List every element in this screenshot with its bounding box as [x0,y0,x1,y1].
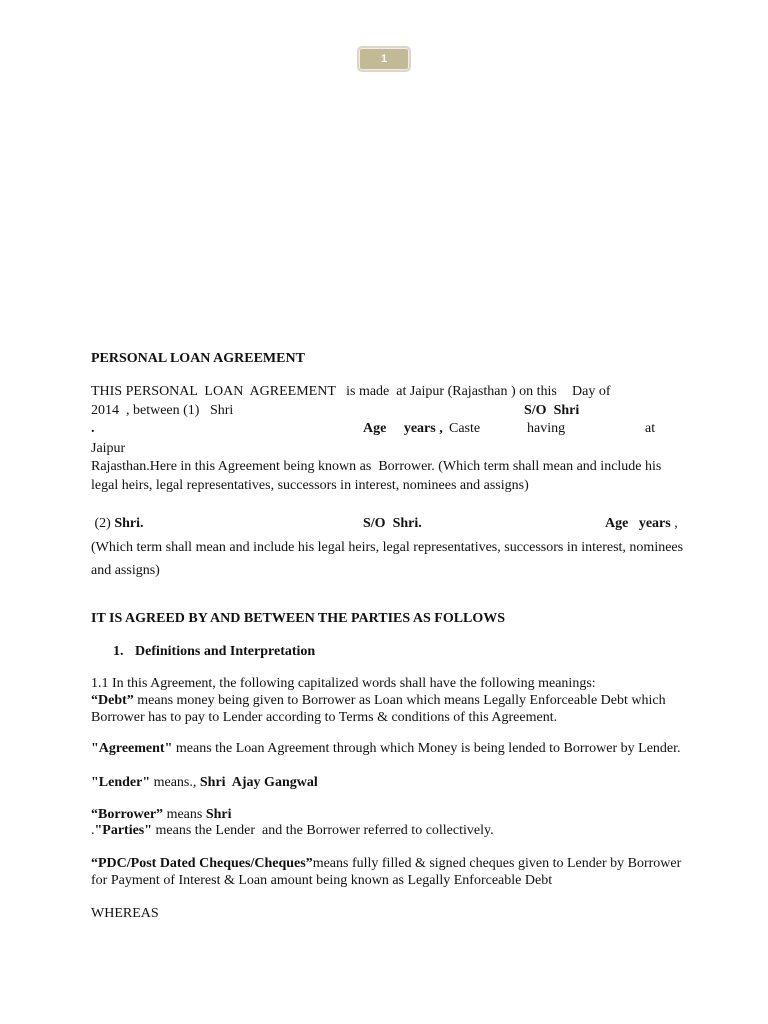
lender-name: Shri Ajay Gangwal [199,775,318,790]
definitions-intro: 1.1 In this Agreement, the following capitalized words shall have the following meanings: [91,676,596,691]
intro-dot: . [91,421,95,436]
party2-comma: , [670,516,678,531]
intro-age-years: Age years , [363,421,443,436]
agreement-text: means the Loan Agreement through which Money is being lended to Borrower by Lender. [172,741,681,756]
intro-line-4: Jaipur [91,441,126,456]
pdc-text: means fully filled & signed cheques given to Lender by Borrower [312,856,682,871]
intro-line-6: legal heirs, legal representatives, successors in interest, nominees and assigns) [91,478,529,493]
intro-so-shri: S/O Shri [524,403,580,418]
parties-prefix: . [91,823,95,838]
page-number-badge: 1 [357,46,411,72]
document-title: PERSONAL LOAN AGREEMENT [91,351,305,366]
intro-having: having [527,421,566,436]
party2-prefix: (2) [91,516,115,531]
intro-caste: Caste [449,421,481,436]
section-1-number: 1. [113,644,124,659]
parties-definition [91,823,494,839]
lender-term: "Lender" [91,775,151,790]
party2-shri: Shri. [114,516,144,531]
agreed-heading: IT IS AGREED BY AND BETWEEN THE PARTIES AS FOLLOWS [91,611,506,626]
borrower-term: “Borrower” [91,807,164,822]
party2-line-2: (Which term shall mean and include his legal heirs, legal representatives, successors in interest, nominees [91,540,684,555]
borrower-definition [91,807,232,823]
debt-text: means money being given to Borrower as Loan which means Legally Enforceable Debt which [133,693,666,708]
intro-line-5: Rajasthan.Here in this Agreement being known as Borrower. (Which term shall mean and include his [91,459,662,474]
agreement-definition [91,741,681,757]
party2-line-3: and assigns) [91,563,160,578]
intro-day-of: Day of [572,384,611,399]
intro-line-1: THIS PERSONAL LOAN AGREEMENT is made at Jaipur (Rajasthan ) on this [91,384,557,399]
section-1-title: Definitions and Interpretation [135,644,316,659]
parties-term: "Parties" [94,823,153,838]
borrower-text: means [163,807,206,822]
intro-line-2: 2014 , between (1) Shri [91,403,234,418]
party2-so-shri: S/O Shri. [363,516,422,531]
party2-age [605,516,678,532]
party2-age-years: Age years [605,516,671,531]
pdc-term: “PDC/Post Dated Cheques/Cheques” [91,856,313,871]
borrower-name: Shri [205,807,232,822]
intro-at: at [645,421,656,436]
debt-definition-line-2: Borrower has to pay to Lender according to Terms & conditions of this Agreement. [91,710,558,725]
parties-text: means the Lender and the Borrower referred to collectively. [152,823,494,838]
party2-line-1 [91,516,144,532]
lender-definition [91,775,318,791]
agreement-term: "Agreement" [91,741,173,756]
debt-term: “Debt” [91,693,134,708]
pdc-definition-line-2: for Payment of Interest & Loan amount being known as Legally Enforceable Debt [91,873,553,888]
pdc-definition-line-1 [91,856,681,872]
whereas-heading: WHEREAS [91,906,159,921]
debt-definition-line-1 [91,693,666,709]
lender-text: means., [150,775,200,790]
